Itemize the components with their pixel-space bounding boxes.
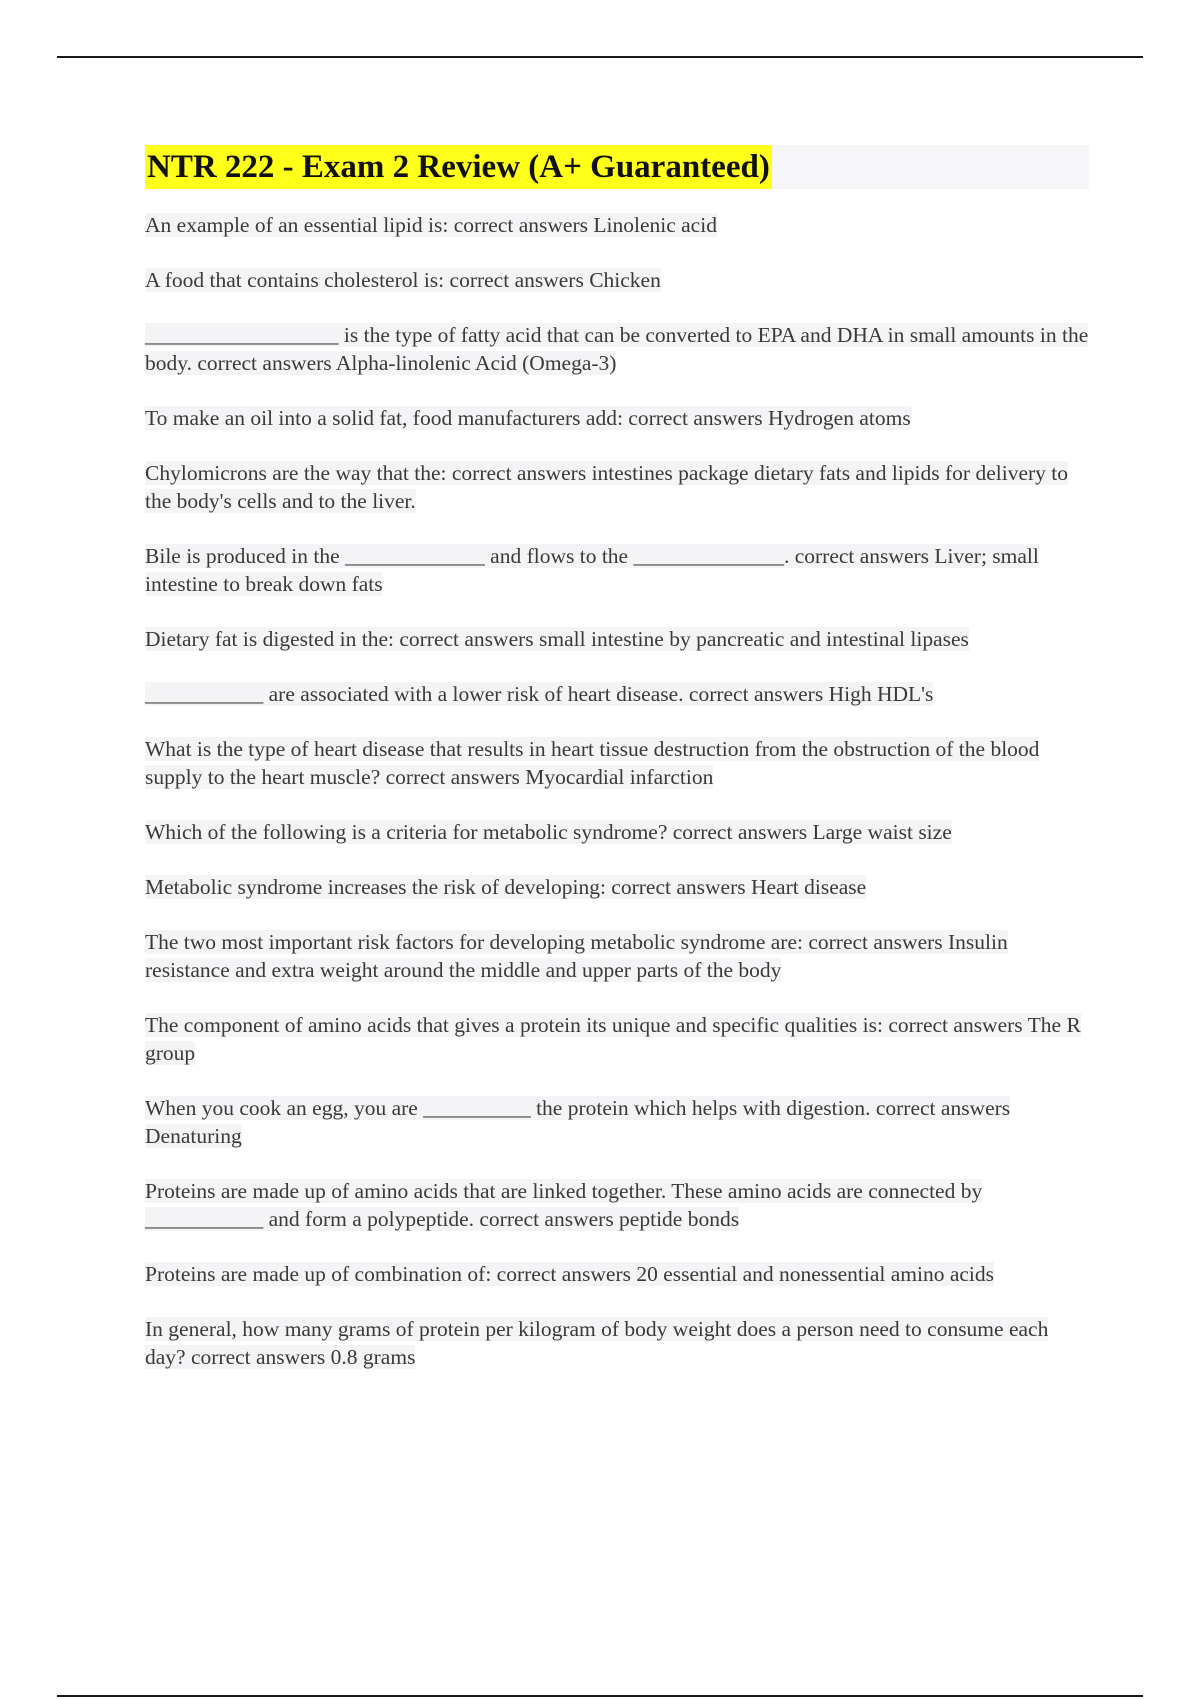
qa-item bbox=[145, 1011, 1089, 1067]
qa-item bbox=[145, 1315, 1089, 1371]
qa-item bbox=[145, 873, 1089, 901]
qa-item bbox=[145, 1177, 1089, 1233]
qa-text: A food that contains cholesterol is: correct answers Chicken bbox=[145, 268, 661, 292]
qa-item bbox=[145, 818, 1089, 846]
qa-item bbox=[145, 459, 1089, 515]
qa-item bbox=[145, 625, 1089, 653]
qa-text: When you cook an egg, you are __________ the protein which helps with digestion. correct answers Denaturing bbox=[145, 1096, 1011, 1148]
qa-item bbox=[145, 266, 1089, 294]
qa-item bbox=[145, 542, 1089, 598]
qa-text: __________________ is the type of fatty acid that can be converted to EPA and DHA in small amounts in the body. correct answers Alpha-linolenic Acid (Omega-3) bbox=[145, 323, 1089, 375]
qa-item bbox=[145, 680, 1089, 708]
qa-item bbox=[145, 404, 1089, 432]
qa-text: Which of the following is a criteria for metabolic syndrome? correct answers Large waist size bbox=[145, 820, 952, 844]
qa-text: In general, how many grams of protein per kilogram of body weight does a person need to consume each day? correct answers 0.8 grams bbox=[145, 1317, 1049, 1369]
qa-item bbox=[145, 321, 1089, 377]
qa-item bbox=[145, 211, 1089, 239]
qa-text: Proteins are made up of amino acids that are linked together. These amino acids are connected by ___________ and form a polypeptide. correct answers peptide bonds bbox=[145, 1179, 983, 1231]
top-rule bbox=[57, 56, 1143, 58]
qa-text: What is the type of heart disease that results in heart tissue destruction from the obstruction of the blood supply to the heart muscle? correct answers Myocardial infarction bbox=[145, 737, 1040, 789]
qa-item bbox=[145, 1094, 1089, 1150]
qa-text: ___________ are associated with a lower risk of heart disease. correct answers High HDL's bbox=[145, 682, 934, 706]
qa-text: Dietary fat is digested in the: correct answers small intestine by pancreatic and intestinal lipases bbox=[145, 627, 969, 651]
qa-text: The component of amino acids that gives a protein its unique and specific qualities is: correct answers The R group bbox=[145, 1013, 1081, 1065]
qa-list bbox=[145, 211, 1089, 1371]
qa-item bbox=[145, 928, 1089, 984]
qa-item bbox=[145, 735, 1089, 791]
qa-text: The two most important risk factors for developing metabolic syndrome are: correct answers Insulin resistance and extra weight around the middle and upper parts of the body bbox=[145, 930, 1008, 982]
qa-text: Proteins are made up of combination of: correct answers 20 essential and nonessential amino acids bbox=[145, 1262, 994, 1286]
qa-text: Bile is produced in the _____________ and flows to the ______________. correct answers Liver; small intestine to break down fats bbox=[145, 544, 1039, 596]
qa-text: To make an oil into a solid fat, food manufacturers add: correct answers Hydrogen atoms bbox=[145, 406, 911, 430]
qa-text: Chylomicrons are the way that the: correct answers intestines package dietary fats and lipids for delivery to the body's cells and to the liver. bbox=[145, 461, 1068, 513]
title-band bbox=[145, 145, 1089, 189]
document-title: NTR 222 - Exam 2 Review (A+ Guaranteed) bbox=[145, 145, 772, 189]
document-body bbox=[145, 145, 1089, 1398]
qa-text: Metabolic syndrome increases the risk of developing: correct answers Heart disease bbox=[145, 875, 867, 899]
qa-text: An example of an essential lipid is: correct answers Linolenic acid bbox=[145, 213, 717, 237]
qa-item bbox=[145, 1260, 1089, 1288]
bottom-rule bbox=[57, 1695, 1143, 1697]
